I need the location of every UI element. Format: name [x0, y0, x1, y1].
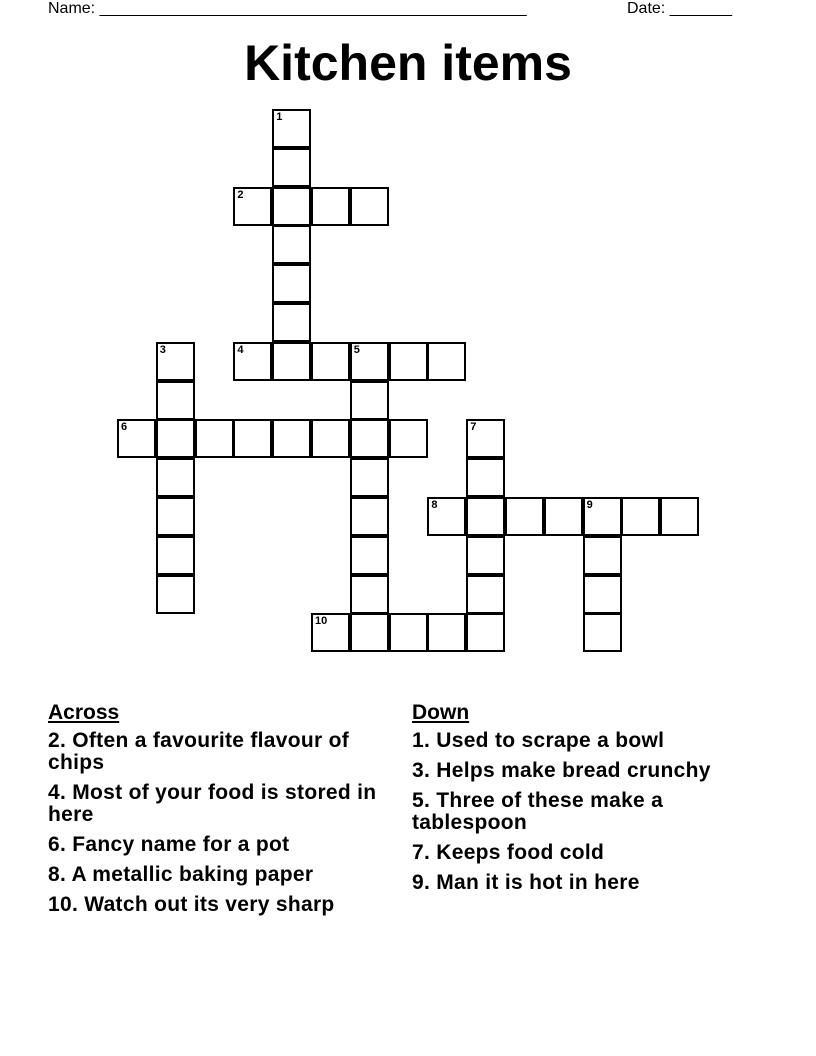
- across-clue: [48, 730, 388, 774]
- clue-text: Watch out its very sharp: [78, 893, 335, 916]
- clue-number: 7: [470, 421, 477, 434]
- grid-cell[interactable]: [427, 497, 466, 536]
- grid-cell[interactable]: [350, 419, 389, 458]
- grid-cell[interactable]: [156, 419, 195, 458]
- across-clue: [48, 782, 388, 826]
- page-title: Kitchen items: [244, 35, 572, 91]
- grid-cell[interactable]: [272, 303, 311, 342]
- across-clue: [48, 864, 388, 886]
- grid-cell[interactable]: [350, 342, 389, 381]
- grid-cell[interactable]: [621, 497, 660, 536]
- grid-cell[interactable]: [389, 342, 428, 381]
- down-clue: [412, 730, 752, 752]
- clue-number: 7.: [412, 841, 431, 864]
- clue-number: 1.: [412, 729, 431, 752]
- across-clue-list: [48, 730, 388, 916]
- across-heading: Across: [48, 701, 120, 724]
- clue-number: 10: [315, 615, 328, 628]
- clue-text: Most of your food is stored in here: [48, 781, 377, 826]
- grid-cell[interactable]: [350, 381, 389, 420]
- grid-cell[interactable]: [389, 613, 428, 652]
- date-field-label[interactable]: Date: _______: [627, 0, 732, 17]
- down-clue: [412, 760, 752, 782]
- clue-number: 5.: [412, 789, 431, 812]
- grid-cell[interactable]: [311, 613, 350, 652]
- clue-text: Used to scrape a bowl: [430, 729, 665, 752]
- grid-cell[interactable]: [350, 613, 389, 652]
- grid-cell[interactable]: [583, 536, 622, 575]
- grid-cell[interactable]: [156, 536, 195, 575]
- clue-number: 1: [276, 111, 283, 123]
- across-clue: [48, 834, 388, 856]
- grid-cell[interactable]: [272, 342, 311, 381]
- down-clues: [412, 700, 752, 902]
- clue-text: Man it is hot in here: [430, 871, 640, 894]
- clue-number: 10.: [48, 893, 79, 916]
- clue-text: Fancy name for a pot: [66, 833, 290, 856]
- grid-cell[interactable]: [505, 497, 544, 536]
- clue-number: 2.: [48, 729, 67, 752]
- clue-number: 9.: [412, 871, 431, 894]
- grid-cell[interactable]: [466, 613, 505, 652]
- grid-cell[interactable]: [583, 497, 622, 536]
- grid-cell[interactable]: [427, 342, 466, 381]
- grid-cell[interactable]: [272, 225, 311, 264]
- grid-cell[interactable]: [389, 419, 428, 458]
- clue-number: 4.: [48, 781, 67, 804]
- grid-cell[interactable]: [156, 381, 195, 420]
- clue-number: 2: [237, 188, 244, 201]
- down-clue: [412, 790, 752, 834]
- clue-number: 5: [353, 343, 360, 356]
- grid-cell[interactable]: [117, 419, 156, 458]
- grid-cell[interactable]: [350, 497, 389, 536]
- grid-cell[interactable]: [466, 458, 505, 497]
- grid-cell[interactable]: [272, 109, 311, 148]
- grid-cell[interactable]: [466, 497, 505, 536]
- grid-cell[interactable]: [272, 148, 311, 187]
- clue-number: 3.: [412, 759, 431, 782]
- grid-cell[interactable]: [466, 575, 505, 614]
- grid-cell[interactable]: [466, 419, 505, 458]
- clue-text: Three of these make a tablespoon: [412, 789, 664, 834]
- clue-number: 8: [431, 499, 438, 511]
- grid-cell[interactable]: [156, 497, 195, 536]
- down-heading: Down: [412, 701, 470, 724]
- grid-cell[interactable]: [350, 458, 389, 497]
- across-clues: [48, 700, 388, 924]
- grid-cell[interactable]: [272, 419, 311, 458]
- clue-number: 9: [586, 499, 593, 511]
- grid-cell[interactable]: [583, 613, 622, 652]
- clue-number: 8.: [48, 863, 67, 886]
- clue-text: Often a favourite flavour of chips: [48, 729, 350, 774]
- grid-cell[interactable]: [544, 497, 583, 536]
- grid-cell[interactable]: [233, 419, 272, 458]
- grid-cell[interactable]: [311, 419, 350, 458]
- grid-cell[interactable]: [350, 536, 389, 575]
- down-clue: [412, 842, 752, 864]
- grid-cell[interactable]: [156, 458, 195, 497]
- grid-cell[interactable]: [311, 342, 350, 381]
- grid-cell[interactable]: [233, 187, 272, 226]
- down-clue-list: [412, 730, 752, 894]
- name-field-label[interactable]: Name: ________________________________________________: [48, 0, 527, 17]
- grid-cell[interactable]: [427, 613, 466, 652]
- grid-cell[interactable]: [660, 497, 699, 536]
- clue-text: A metallic baking paper: [66, 863, 314, 886]
- grid-cell[interactable]: [156, 575, 195, 614]
- clue-number: 6: [121, 421, 128, 434]
- grid-cell[interactable]: [233, 342, 272, 381]
- clue-number: 4: [237, 343, 244, 356]
- grid-cell[interactable]: [195, 419, 234, 458]
- clue-number: 3: [159, 343, 166, 356]
- grid-cell[interactable]: [350, 187, 389, 226]
- grid-cell[interactable]: [272, 187, 311, 226]
- clue-text: Keeps food cold: [430, 841, 605, 864]
- grid-cell[interactable]: [272, 264, 311, 303]
- clue-text: Helps make bread crunchy: [430, 759, 711, 782]
- grid-cell[interactable]: [583, 575, 622, 614]
- grid-cell[interactable]: [156, 342, 195, 381]
- grid-cell[interactable]: [350, 575, 389, 614]
- grid-cell[interactable]: [311, 187, 350, 226]
- grid-cell[interactable]: [466, 536, 505, 575]
- across-clue: [48, 894, 388, 916]
- clue-number: 6.: [48, 833, 67, 856]
- down-clue: [412, 872, 752, 894]
